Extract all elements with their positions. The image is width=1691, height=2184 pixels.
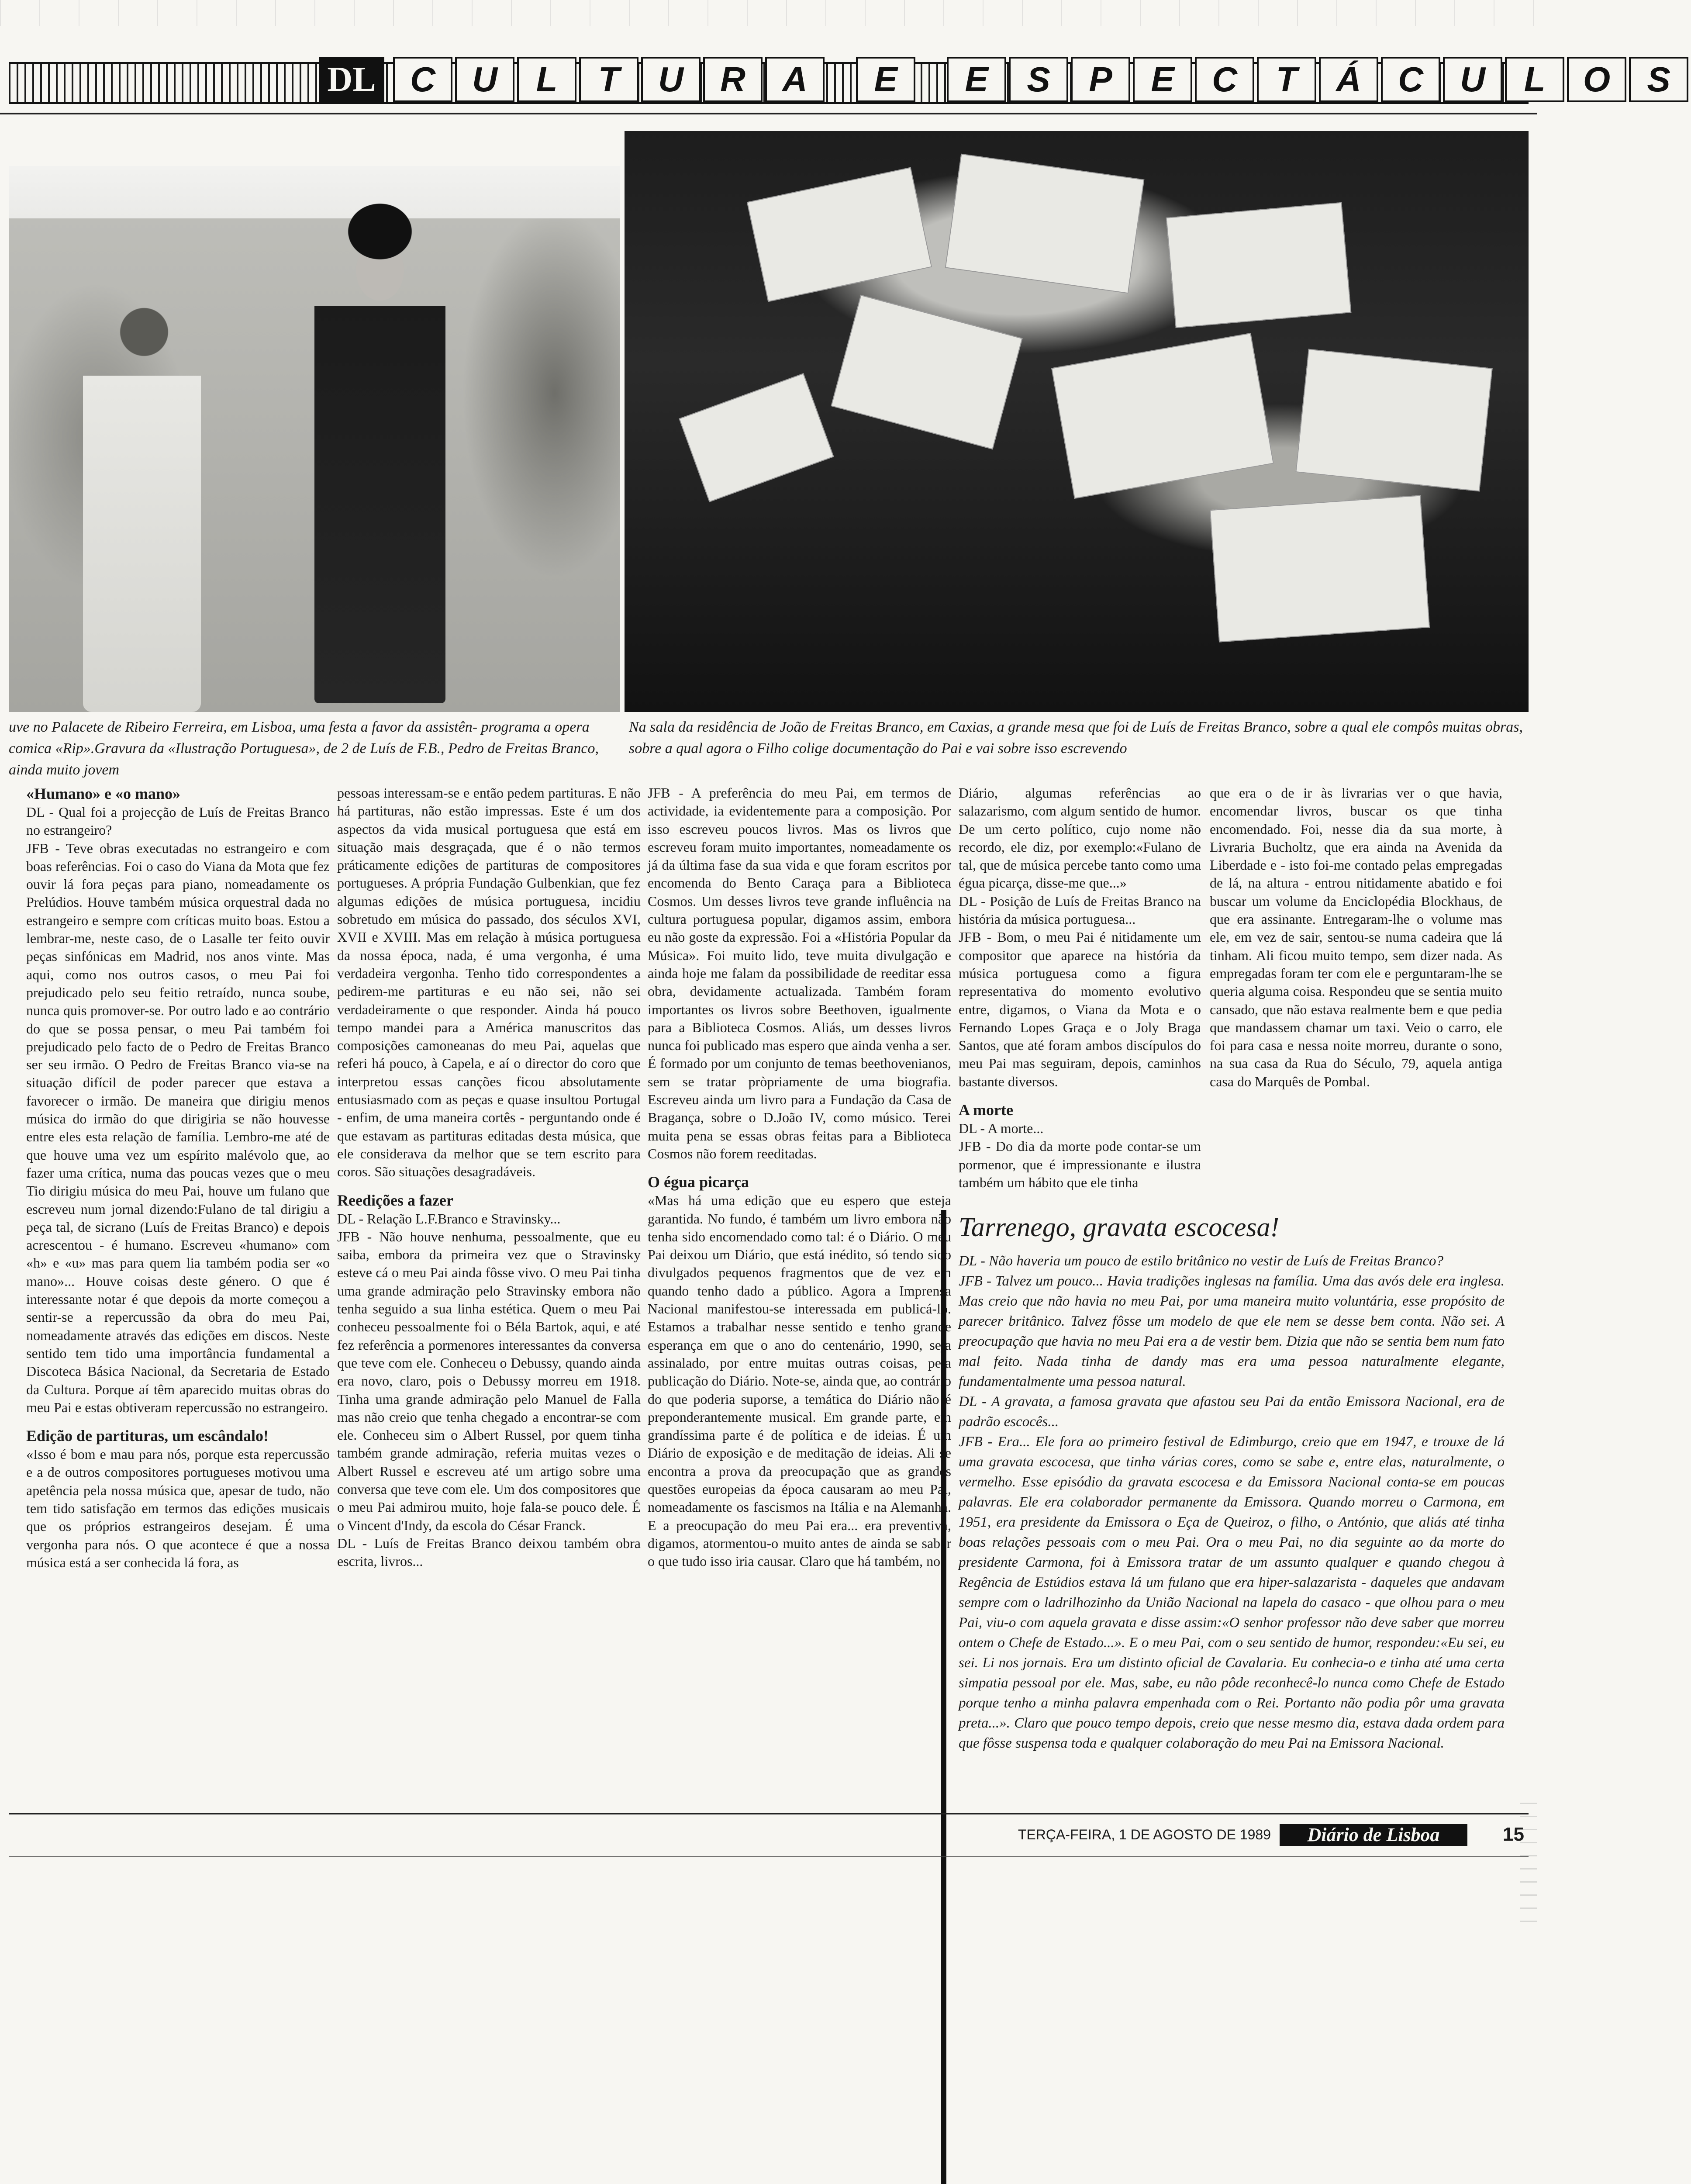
photo-caption-left: uve no Palacete de Ribeiro Ferreira, em Lisboa, uma festa a favor da assistên- programa a opera comica «Rip».Gravura da «Ilustração Portuguesa», de 2 de Luís de F.B., Pedro de Freitas Branco, ainda muito jovem — [9, 719, 599, 778]
subheading: A morte — [959, 1101, 1013, 1119]
title-letter: U — [641, 57, 701, 102]
dl-logo: DL — [319, 57, 384, 102]
title-letter: Á — [1319, 57, 1378, 102]
title-letter: U — [1443, 57, 1502, 102]
title-letter: T — [1257, 57, 1316, 102]
photo-stage-performance — [9, 166, 620, 712]
title-letter: L — [1505, 57, 1564, 102]
title-letter: S — [1629, 57, 1688, 102]
sidebar-paragraph: JFB - Era... Ele fora ao primeiro festival de Edimburgo, creio que em 1947, e trouxe de lá uma gravata escocesa, que tinha várias cores, como se sabe e, entre elas, naturalmente, o vermelho. Esse episódio da gravata escocesa e da Emissora Nacional conta-se em poucas palavras. Ele era colaborador permanente da Emissora. Quando morreu o Carmona, em 1951, era presidente da Emissora o Eça de Queiroz, o filho, o António, que aliás até tinha boas relações pessoais com o meu Pai. Ora o meu Pai, no dia seguinte ao da morte do presidente Carmona, foi à Emissora tratar de um assunto qualquer e quando chegou à Regência de Estúdios estava lá um fulano que era hiper-salazarista - daqueles que andavam sempre com o ladrilhozinho da União Nacional na lapela do casaco - que olhou para o meu Pai, viu-o com aquela gravata e disse assim:«O senhor professor não deve saber que morreu ontem o Chefe de Estado...». E o meu Pai, com o seu sentido de humor, respondeu:«Eu sei, eu sei. Li nos jornais. Era um distinto oficial de Cavalaria. Eu conhecia-o e tinha até uma certa simpatia pessoal por ele. Mas, sabe, eu não pôde reconhecê-lo nunca como Chefe de Estado porque tenho a minha palavra empenhada com o Rei. Portanto não podia pôr uma gravata preta...». Claro que pouco tempo depois, creio que nesse mesmo dia, estava dada ordem para que fôsse suspensa toda e qualquer colaboração do meu Pai na Emissora Nacional. — [959, 1434, 1505, 1751]
bottom-rule — [9, 1856, 1529, 1857]
title-letter: T — [579, 57, 638, 102]
section-title — [393, 57, 1691, 102]
article-column-2 — [337, 784, 641, 1570]
subheading: Edição de partituras, um escândalo! — [26, 1427, 269, 1445]
paragraph: DL - Posição de Luís de Freitas Branco na história da música portuguesa... — [959, 893, 1201, 927]
paragraph: DL - Relação L.F.Branco e Stravinsky... — [337, 1210, 561, 1227]
title-letter: S — [1009, 57, 1068, 102]
title-letter: O — [1567, 57, 1626, 102]
title-letter: E — [856, 57, 915, 102]
paragraph: DL - A morte... — [959, 1120, 1044, 1137]
newspaper-name: Diário de Lisboa — [1280, 1824, 1467, 1846]
article-column-5 — [1210, 784, 1502, 1091]
sidebar-paragraph: DL - Não haveria um pouco de estilo britânico no vestir de Luís de Freitas Branco? — [959, 1253, 1443, 1269]
footer-date: TERÇA-FEIRA, 1 DE AGOSTO DE 1989 — [1018, 1827, 1271, 1842]
article-column-3 — [648, 784, 951, 1570]
title-letter: U — [455, 57, 514, 102]
title-letter: C — [1381, 57, 1440, 102]
title-gap — [827, 57, 853, 99]
photo-figure-woman — [83, 275, 201, 712]
scan-noise — [1520, 1791, 1537, 1922]
sidebar-paragraph: JFB - Talvez um pouco... Havia tradições inglesas na família. Uma das avós dele era inglesa. Mas creio que não havia no meu Pai, por uma maneira muito voluntária, esse propósito de parecer britânico. Talvez fôsse um modelo de que ele nem se desse bem conta. Não sei. A preocupação que havia no meu Pai era a de vestir bem. Dizia que não se sentia bem num fato mal feito. Nada tinha de dandy mas era uma pessoa naturalmente elegante, fundamentalmente uma pessoa natural. — [959, 1273, 1505, 1389]
paragraph: que era o de ir às livrarias ver o que havia, encomendar livros, buscar os que tinha encomendado. Foi, nesse dia da sua morte, à Livraria Bucholtz, que era ainda na Avenida da Liberdade e - isto foi-me contado pelas empregadas de lá, na altura - entrou nitidamente abatido e foi buscar um volume da Enciclopédia Blockhaus, de que era assinante. Entregaram-lhe o volume mas ele, em vez de sair, sentou-se numa cadeira que lá tinham. Ali ficou muito tempo, sem dizer nada. As empregadas foram ter com ele e perguntaram-lhe se queria alguma coisa. Respondeu que se sentia muito cansado, que não estava realmente bem e que pedia que mandassem chamar um taxi. Veio o carro, ele foi para casa e nessa noite morreu, durante o sono, na sua casa da Rua do Século, 79, aquela antiga casa do Marquês de Pombal. — [1210, 785, 1502, 1089]
title-letter: R — [703, 57, 763, 102]
page-footer — [900, 1821, 1533, 1852]
paragraph: JFB - Teve obras executadas no estrangeiro e com boas referências. Foi o caso do Viana da Mota que fez ouvir lá fora peças para piano, nomeadamente os Prelúdios. Houve também música orquestral dada no estrangeiro e sempre com críticas muito boas. Estou a lembrar-me, neste caso, de o Lasalle ter feito ouvir peças sinfónicas em Madrid, nos anos vinte. Mas aqui, como nos outros casos, o meu Pai foi prejudicado pelo seu feitio retraído, nunca soube, nunca quis promover-se. Por outro lado e ao contrário do que se possa pensar, o meu Pai também foi prejudicado pelo facto de o Pedro de Freitas Branco ser seu irmão. O Pedro de Freitas Branco via-se na situação difícil de poder parecer que estava a favorecer o irmão. De maneira que dirigiu menos música do irmão do que dirigiria se não houvesse entre eles esta relação de família. Lembro-me até de que houve uma vez um espírito malévolo que, ao fazer uma crítica, numa das poucas vezes que o meu Tio dirigiu música do meu Pai, houve um fulano que escreveu num jornal dizendo:Fulano de tal dirigiu a peça tal, de sicrano (Luís de Freitas Branco) e depois acrescentou - é humano. Escreveu «humano» com «h» e «u» mas para quem lia também podia ser «o mano»... Houve coisas deste género. O que é interessante notar é que depois da morte começou a sentir-se a repercussão da obra do meu Pai, nomeadamente através das edições em discos. Neste sentido tem tido uma importância fundamental a Discoteca Básica Nacional, da Secretaria de Estado da Cultura. Porque aí têm aparecido muitas obras do meu Pai e estas obtiveram repercussão no estrangeiro. — [26, 840, 330, 1415]
page-number: 15 — [1503, 1824, 1524, 1845]
paragraph: JFB - Do dia da morte pode contar-se um pormenor, que é impressionante e ilustra também um hábito que ele tinha — [959, 1138, 1201, 1190]
paragraph: pessoas interessam-se e então pedem partituras. E não há partituras, não estão impressas. Este é um dos aspectos da vida musical portuguesa que está em situação mais desgraçada, que é o não termos práticamente edições de partituras de compositores portugueses. A própria Fundação Gulbenkian, que fez algumas edições de música portuguesa, incidiu sobretudo em música do passado, dos séculos XVI, XVII e XVIII. Mas em relação à música portuguesa da nossa época, nada, é uma vergonha, é uma verdadeira vergonha. Tenho tido correspondentes a pedirem-me partituras e eu não sei, não sei verdadeiramente o que responder. Ainda há pouco tempo mandei para a América manuscritos das composições camoneanas do meu Pai, aquelas que referi há pouco, à Capela, e aí o director do coro que interpretou essas canções ficou absolutamente entusiasmado com as peças e quase insultou Portugal - enfim, de uma maneira cortês - perguntando onde é que estavam as partituras editadas desta música, que ele considerava da melhor que se tem escrito para coros. São situações desagradáveis. — [337, 785, 641, 1180]
article-column-1 — [26, 784, 330, 1572]
title-gap — [918, 57, 944, 99]
article-column-4 — [959, 784, 1201, 1192]
title-letter: C — [393, 57, 452, 102]
photo-paper — [831, 295, 1022, 449]
paragraph: JFB - Bom, o meu Pai é nitidamente um compositor que aparece na história da música portuguesa como a figura representativa do momento evolutivo entre, digamos, o Viana da Mota e o Fernando Lopes Graça e o Joly Braga Santos, que até foram ambos discípulos do meu Pai mas seguiram, depois, caminhos bastante diversos. — [959, 929, 1201, 1089]
photo-paper — [679, 373, 834, 502]
footer-rule — [9, 1813, 1529, 1814]
photo-paper — [1051, 333, 1274, 499]
photo-paper — [1295, 349, 1492, 492]
photo-paper — [945, 154, 1145, 294]
sidebar-paragraph: DL - A gravata, a famosa gravata que afastou seu Pai da então Emissora Nacional, era de padrão escocês... — [959, 1394, 1505, 1430]
title-letter: P — [1071, 57, 1130, 102]
photo-caption-right: Na sala da residência de João de Freitas Branco, em Caxias, a grande mesa que foi de Luís de Freitas Branco, sobre a qual ele compôs muitas obras, sobre a qual agora o Filho colige documentação do Pai e vai sobre isso escrevendo — [629, 719, 1523, 757]
photo-figure-man — [314, 201, 445, 703]
title-letter: E — [947, 57, 1006, 102]
sidebar-title: Tarrenego, gravata escocesa! — [959, 1213, 1280, 1242]
masthead-rule — [0, 113, 1537, 114]
paragraph: JFB - Não houve nenhuma, pessoalmente, que eu saiba, embora da primeira vez que o Stravinsky esteve cá o meu Pai ainda fôsse vivo. O meu Pai tinha uma grande admiração pelo Stravinsky embora não tenha seguido a sua linha estética. Quem o meu Pai conheceu pessoalmente foi o Béla Bartok, aqui, e até fez referência a pormenores interessantes da conversa que teve com ele. Conheceu o Debussy, quando ainda era novo, claro, pois o Debussy morreu em 1918. Tinha uma grande admiração pelo Manuel de Falla mas não creio que tenha chegado a encontrar-se com ele. Conheceu sim o Albert Russel, por quem tinha também grande admiração, referia muitas vezes o Albert Russel e escreveu até um artigo sobre uma conversa que teve com ele. Um dos compositores que o meu Pai admirou muito, hoje fala-se pouco dele. É o Vincent d'Indy, da escola do César Franck. — [337, 1228, 641, 1533]
paragraph: DL - Qual foi a projecção de Luís de Freitas Branco no estrangeiro? — [26, 804, 330, 838]
subheading: O égua picarça — [648, 1173, 749, 1191]
photo-paper — [1210, 495, 1430, 642]
subheading: Reedições a fazer — [337, 1191, 453, 1209]
photo-paper — [1166, 202, 1352, 328]
subheading: «Humano» e «o mano» — [26, 785, 181, 802]
paragraph: «Mas há uma edição que eu espero que esteja garantida. No fundo, é também um livro embora não tenha sido encomendado como tal: é o Diário. O meu Pai deixou um Diário, que está inédito, só tendo sido divulgados pequenos fragmentos que de vez em quando tenho dado a público. Agora a Imprensa Nacional manifestou-se interessada em publicá-lo. Estamos a trabalhar nesse sentido e tenho grande esperança em que o ano do centenário, 1990, seja assinalado, por entre muitas outras coisas, pela publicação do Diário. Note-se, ainda que, ao contrário do que poderia suporse, a temática do Diário não é preponderantemente musical. Em grande parte, em grandíssima parte é de política e de ideias. É um Diário de exposição e de meditação de ideias. Ali se encontra a prova da preocupação que as grandes questões europeias da época causaram ao meu Pai, nomeadamente os fascismos na Itália e na Alemanha. E a preocupação do meu Pai era... era preventiva, digamos, atormentou-o muito antes de ainda se saber o que tudo isso iria causar. Claro que há também, no — [648, 1192, 951, 1569]
sidebar-gravata — [941, 1210, 1505, 2184]
scan-noise — [0, 0, 1537, 26]
paragraph: «Isso é bom e mau para nós, porque esta repercussão e a de outros compositores portugueses motivou uma apetência pela nossa música que, apesar de tudo, não tem tido satisfação em termos das edições musicais que os próprios estrangeiros desejam. É uma vergonha para nós. O que acontece é que a nossa música está a ser conhecida lá fora, as — [26, 1446, 330, 1570]
title-letter: C — [1195, 57, 1254, 102]
paragraph: Diário, algumas referências ao salazarismo, com algum sentido de humor. De um certo político, cujo nome não recordo, ele diz, por exemplo:«Fulano de tal, que de música percebe tanto como uma égua picarça, disse-me que...» — [959, 785, 1201, 891]
title-letter: L — [517, 57, 576, 102]
section-masthead — [0, 57, 1670, 105]
title-letter: A — [765, 57, 825, 102]
photo-paper — [747, 167, 932, 302]
photo-desk-papers — [625, 131, 1529, 712]
paragraph: JFB - A preferência do meu Pai, em termos de actividade, ia evidentemente para a composição. Por isso escreveu poucos livros. Mas os livros que escreveu foram muito importantes, nomeadamente os já da última fase da sua vida e que foram escritos por encomenda do Bento Caraça para a Biblioteca Cosmos. Um desses livros teve grande influência na cultura portuguesa popular, digamos assim, embora eu não goste da expressão. Foi a «História Popular da Música». Foi muito lido, teve muita divulgação e ainda hoje me falam da possibilidade de reeditar essa obra, devidamente actualizada. Também foram importantes os livros sobre Beethoven, igualmente para a Biblioteca Cosmos. Aliás, um desses livros nunca foi publicado mas espero que ainda venha a ser. É formado por um conjunto de temas beethovenianos, sem se tratar pròpriamente de uma biografia. Escreveu ainda um livro para a Fundação da Casa de Bragança, sobre o D.João IV, como músico. Terei muita pena se essas obras feitas para a Biblioteca Cosmos não forem reeditadas. — [648, 785, 951, 1161]
paragraph: DL - Luís de Freitas Branco deixou também obra escrita, livros... — [337, 1535, 641, 1569]
title-letter: E — [1133, 57, 1192, 102]
